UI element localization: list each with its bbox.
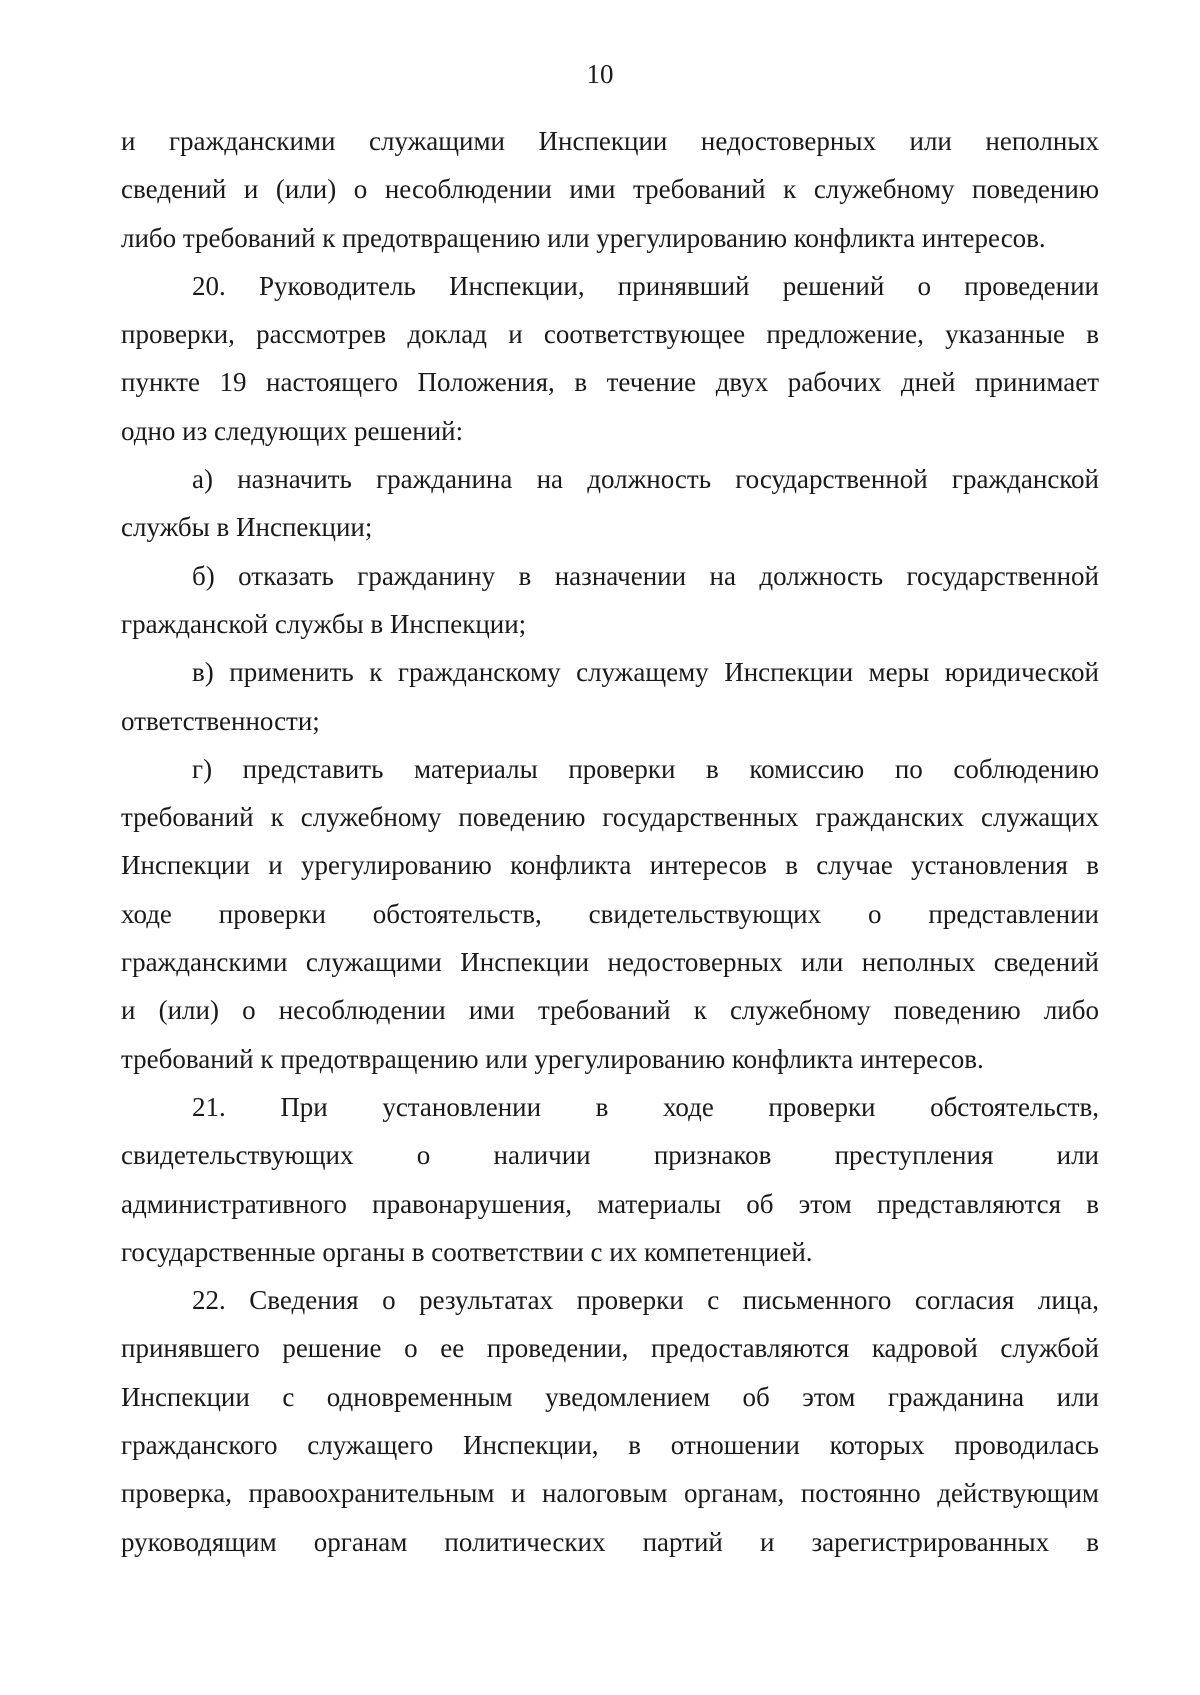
text-line: ходе проверки обстоятельств, свидетельствующих о представлении (121, 898, 1099, 929)
text-line: ответственности; (121, 705, 320, 736)
text-line: Инспекции с одновременным уведомлением об этом гражданина или (121, 1381, 1099, 1412)
document-body (121, 117, 1099, 1566)
text-line: пункте 19 настоящего Положения, в течение двух рабочих дней принимает (121, 367, 1099, 398)
text-line: либо требований к предотвращению или урегулированию конфликта интересов. (121, 222, 1046, 253)
text-line: сведений и (или) о несоблюдении ими требований к служебному поведению (121, 174, 1099, 205)
text-line: гражданскими служащими Инспекции недостоверных или неполных сведений (121, 947, 1099, 978)
text-line: и (или) о несоблюдении ими требований к служебному поведению либо (121, 995, 1099, 1026)
text-line: службы в Инспекции; (121, 512, 373, 543)
text-line: принявшего решение о ее проведении, предоставляются кадровой службой (121, 1333, 1099, 1364)
text-line: Инспекции и урегулированию конфликта интересов в случае установления в (121, 850, 1099, 881)
text-line: б) отказать гражданину в назначении на должность государственной (192, 560, 1099, 591)
text-line: гражданской службы в Инспекции; (121, 608, 527, 639)
text-line: в) применить к гражданскому служащему Инспекции меры юридической (192, 657, 1099, 688)
text-line: административного правонарушения, материалы об этом представляются в (121, 1188, 1099, 1219)
text-line: свидетельствующих о наличии признаков преступления или (121, 1140, 1099, 1171)
text-line: 21. При установлении в ходе проверки обстоятельств, (192, 1091, 1099, 1122)
text-line: гражданского служащего Инспекции, в отношении которых проводилась (121, 1430, 1099, 1461)
text-line: а) назначить гражданина на должность государственной гражданской (192, 464, 1099, 495)
text-line: руководящим органам политических партий и зарегистрированных в (121, 1526, 1099, 1557)
text-line: одно из следующих решений: (121, 415, 464, 446)
text-line: государственные органы в соответствии с их компетенцией. (121, 1236, 813, 1267)
text-line: и гражданскими служащими Инспекции недостоверных или неполных (121, 126, 1099, 156)
text-line: требований к служебному поведению государственных гражданских служащих (121, 802, 1099, 833)
text-line: проверка, правоохранительным и налоговым органам, постоянно действующим (121, 1478, 1099, 1509)
text-line: требований к предотвращению или урегулированию конфликта интересов. (121, 1043, 984, 1074)
text-line: проверки, рассмотрев доклад и соответствующее предложение, указанные в (121, 319, 1099, 350)
text-line: 22. Сведения о результатах проверки с письменного согласия лица, (192, 1285, 1099, 1316)
text-line: 20. Руководитель Инспекции, принявший решений о проведении (192, 270, 1099, 301)
text-line: г) представить материалы проверки в комиссию по соблюдению (192, 753, 1099, 784)
page-number: 10 (586, 59, 614, 89)
